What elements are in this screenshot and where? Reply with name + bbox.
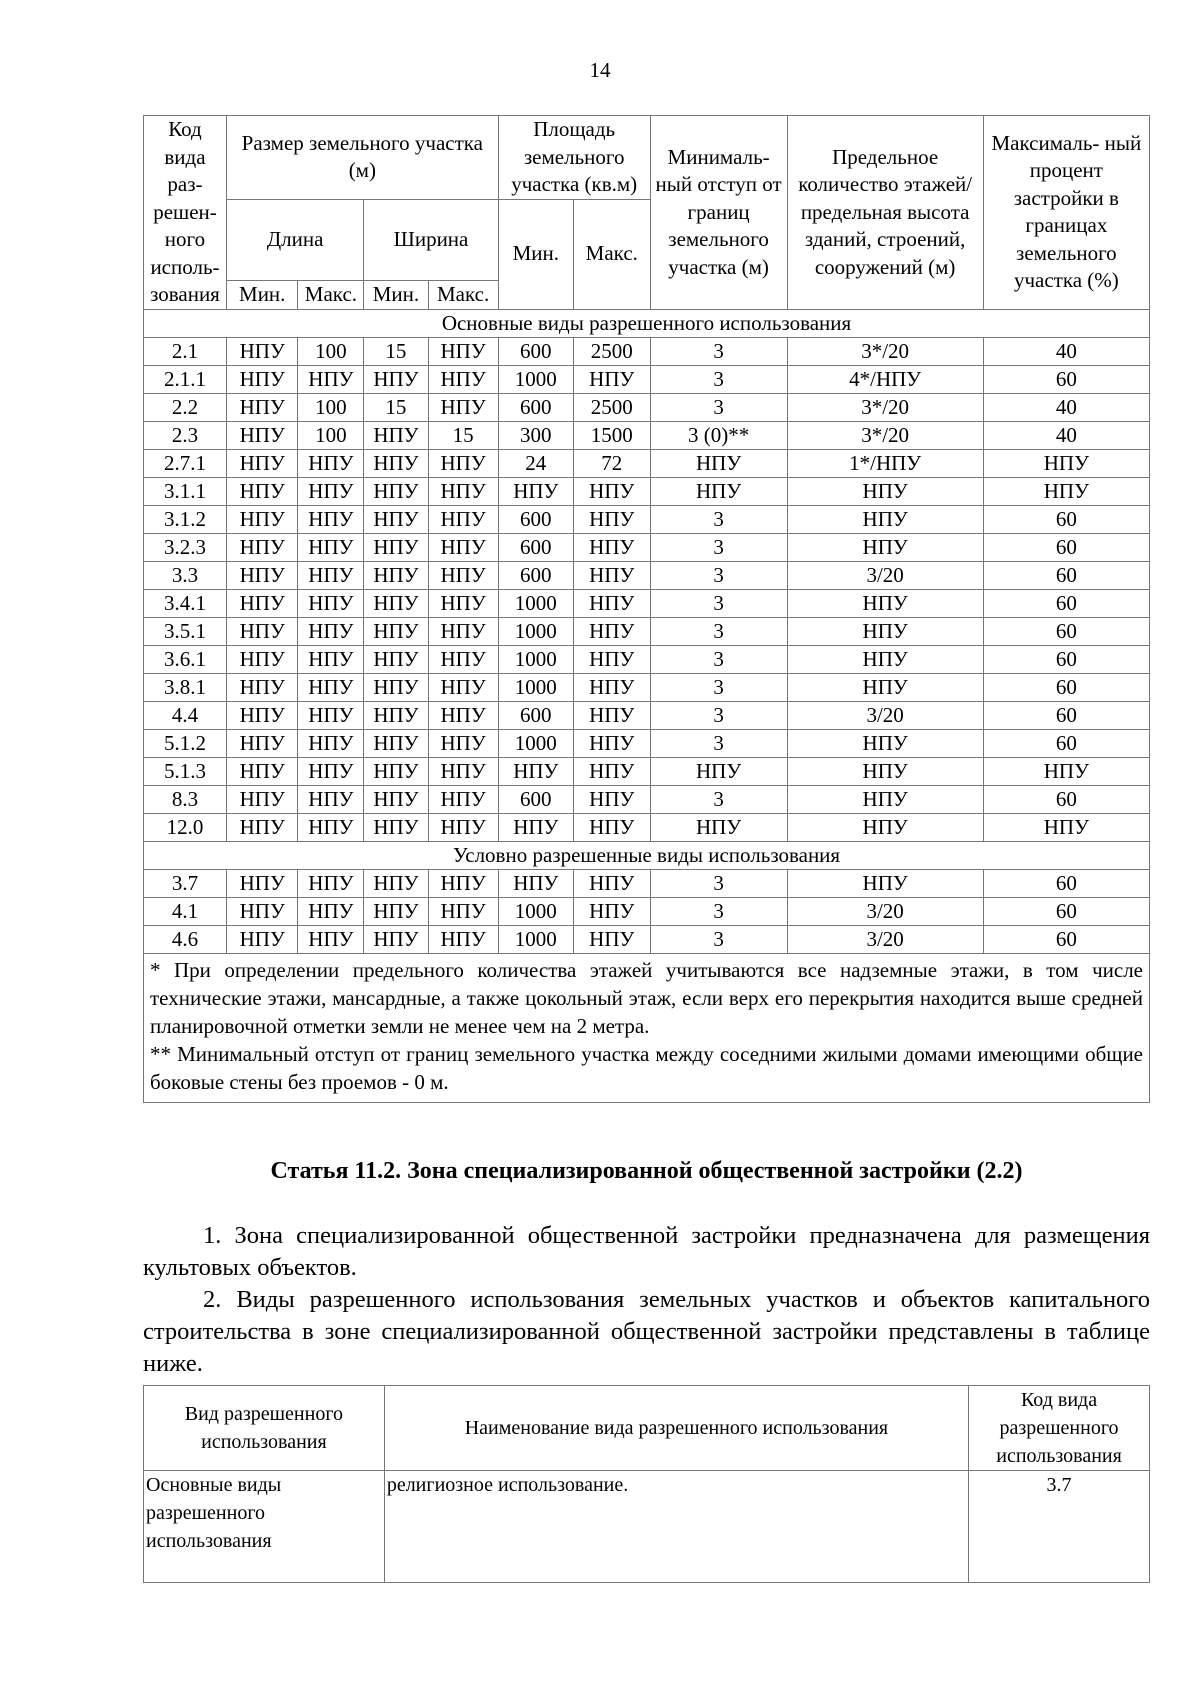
land-use-parameters-table [143, 115, 1150, 1103]
section-main-label: Основные виды разрешенного использования [144, 309, 1150, 337]
table-row [144, 561, 1150, 589]
table-cell: 300 [498, 421, 573, 449]
table-cell: НПУ [428, 505, 498, 533]
permitted-uses-row [144, 1471, 1150, 1583]
table-cell: 72 [573, 449, 650, 477]
table-cell: 3/20 [787, 925, 983, 953]
header-width: Ширина [364, 199, 498, 281]
table-row [144, 897, 1150, 925]
table-cell: 24 [498, 449, 573, 477]
table-cell: НПУ [298, 757, 364, 785]
table-cell: 1500 [573, 421, 650, 449]
table-row [144, 813, 1150, 841]
table-cell: НПУ [226, 393, 298, 421]
table-cell: НПУ [226, 785, 298, 813]
header-coverage: Максималь- ный процент застройки в границах земельного участка (%) [983, 116, 1149, 310]
table-cell: НПУ [428, 365, 498, 393]
table-cell: НПУ [787, 645, 983, 673]
table-cell: НПУ [573, 617, 650, 645]
table-cell: 3 [650, 897, 787, 925]
use-name-cell: религиозное использование. [384, 1471, 968, 1583]
notes-cell [144, 953, 1150, 1102]
notes-row [144, 953, 1150, 1102]
table-cell: 3 [650, 589, 787, 617]
table-cell: НПУ [364, 449, 428, 477]
use-code-cell: 3.2.3 [144, 533, 227, 561]
table-cell: НПУ [573, 589, 650, 617]
header-use-code: Код вида разрешенного использования [969, 1386, 1150, 1471]
use-code-cell: 3.8.1 [144, 673, 227, 701]
table-cell: НПУ [787, 673, 983, 701]
table-cell: НПУ [428, 925, 498, 953]
table-cell: НПУ [298, 813, 364, 841]
table-row [144, 337, 1150, 365]
permitted-uses-table [143, 1385, 1150, 1583]
table-cell: 3/20 [787, 897, 983, 925]
table-cell: НПУ [364, 673, 428, 701]
use-code-cell: 3.7 [969, 1471, 1150, 1583]
footnote-1: * При определении предельного количества этажей учитываются все надземные этажи, в том числе технические этажи, мансардные, а также цокольный этаж, если верх его перекрытия находится выше средней планировочной отметки земли не менее чем на 2 метра. [150, 957, 1143, 1038]
table-cell: НПУ [226, 449, 298, 477]
table-cell: НПУ [428, 645, 498, 673]
table-cell: НПУ [787, 589, 983, 617]
table-cell: НПУ [573, 365, 650, 393]
table-cell: НПУ [787, 505, 983, 533]
table-cell: НПУ [787, 477, 983, 505]
table-cell: НПУ [787, 813, 983, 841]
table-cell: НПУ [226, 925, 298, 953]
table-cell: 600 [498, 785, 573, 813]
table-cell: НПУ [650, 449, 787, 477]
table-cell: НПУ [983, 449, 1149, 477]
table-cell: НПУ [364, 925, 428, 953]
table-cell: НПУ [298, 701, 364, 729]
section-conditional-label: Условно разрешенные виды использования [144, 841, 1150, 869]
table-cell: НПУ [983, 813, 1149, 841]
table-cell: 60 [983, 645, 1149, 673]
table-cell: НПУ [650, 477, 787, 505]
table-cell: 1000 [498, 729, 573, 757]
header-length-max: Макс. [298, 281, 364, 310]
table-cell: 3*/20 [787, 337, 983, 365]
table-cell: 3/20 [787, 561, 983, 589]
table-cell: НПУ [364, 645, 428, 673]
table-cell: НПУ [226, 729, 298, 757]
table-cell: НПУ [226, 645, 298, 673]
table-cell: 60 [983, 785, 1149, 813]
table-row [144, 449, 1150, 477]
table-cell: НПУ [364, 757, 428, 785]
table-cell: 600 [498, 337, 573, 365]
paragraph-2-text: 2. Виды разрешенного использования земельных участков и объектов капитального строительства в зоне специализированной общественной застройки представлены в таблице ниже. [143, 1286, 1150, 1377]
use-code-cell: 4.1 [144, 897, 227, 925]
permitted-uses-header-row [144, 1386, 1150, 1471]
table-cell: НПУ [226, 869, 298, 897]
table-cell: 1000 [498, 645, 573, 673]
header-code: Код вида раз- решен- ного исполь- зования [144, 116, 227, 310]
table-cell: 2500 [573, 393, 650, 421]
table-cell: НПУ [226, 757, 298, 785]
table-cell: НПУ [573, 729, 650, 757]
table-cell: НПУ [226, 701, 298, 729]
table-cell: НПУ [573, 925, 650, 953]
table-cell: НПУ [364, 477, 428, 505]
header-floors: Предельное количество этажей/ предельная высота зданий, строений, сооружений (м) [787, 116, 983, 310]
use-code-cell: 2.7.1 [144, 449, 227, 477]
table-cell: 3 [650, 561, 787, 589]
table-cell: НПУ [650, 757, 787, 785]
table-cell: 3 [650, 673, 787, 701]
table-cell: НПУ [428, 589, 498, 617]
header-use-type: Вид разрешенного использования [144, 1386, 385, 1471]
table-cell: НПУ [298, 533, 364, 561]
table-cell: НПУ [498, 869, 573, 897]
table-cell: НПУ [428, 561, 498, 589]
table-cell: 60 [983, 533, 1149, 561]
table-cell: НПУ [498, 813, 573, 841]
table-cell: 60 [983, 365, 1149, 393]
paragraph-1-text: 1. Зона специализированной общественной застройки предназначена для размещения культовых объектов. [143, 1222, 1150, 1281]
table-row [144, 869, 1150, 897]
table-cell: 100 [298, 337, 364, 365]
table-cell: 3 [650, 729, 787, 757]
table-cell: НПУ [298, 645, 364, 673]
table-cell: 1000 [498, 617, 573, 645]
table-cell: НПУ [573, 505, 650, 533]
use-type-cell: Основные виды разрешенного использования [144, 1471, 385, 1583]
header-width-max: Макс. [428, 281, 498, 310]
table-cell: 3*/20 [787, 421, 983, 449]
table-cell: НПУ [428, 897, 498, 925]
table-row [144, 589, 1150, 617]
table-cell: НПУ [428, 869, 498, 897]
use-code-cell: 2.3 [144, 421, 227, 449]
table-cell: НПУ [787, 757, 983, 785]
header-length-min: Мин. [226, 281, 298, 310]
table-cell: НПУ [298, 869, 364, 897]
table-cell: НПУ [226, 505, 298, 533]
table-cell: НПУ [364, 785, 428, 813]
table-row [144, 477, 1150, 505]
table-cell: 600 [498, 561, 573, 589]
table-cell: НПУ [364, 589, 428, 617]
table-cell: НПУ [226, 561, 298, 589]
table-cell: 100 [298, 421, 364, 449]
table-cell: 600 [498, 533, 573, 561]
use-code-cell: 3.7 [144, 869, 227, 897]
table-cell: НПУ [298, 505, 364, 533]
table-row [144, 393, 1150, 421]
table-cell: 60 [983, 673, 1149, 701]
use-code-cell: 4.6 [144, 925, 227, 953]
table-cell: 1000 [498, 365, 573, 393]
table-cell: НПУ [364, 729, 428, 757]
table-cell: НПУ [226, 617, 298, 645]
table-cell: НПУ [364, 869, 428, 897]
table-cell: НПУ [787, 729, 983, 757]
table-cell: НПУ [428, 701, 498, 729]
header-setback: Минималь- ный отступ от границ земельного участка (м) [650, 116, 787, 310]
table-cell: 3 [650, 365, 787, 393]
table-cell: НПУ [573, 757, 650, 785]
table-cell: НПУ [983, 757, 1149, 785]
table-cell: 60 [983, 589, 1149, 617]
table-cell: НПУ [298, 925, 364, 953]
table-cell: НПУ [983, 477, 1149, 505]
table-cell: 15 [364, 337, 428, 365]
table-cell: НПУ [226, 365, 298, 393]
table-cell: 15 [364, 393, 428, 421]
table-cell: 1000 [498, 673, 573, 701]
table-cell: НПУ [428, 617, 498, 645]
table-cell: 60 [983, 925, 1149, 953]
header-area-min: Мин. [498, 199, 573, 309]
table-cell: 3/20 [787, 701, 983, 729]
table-row [144, 421, 1150, 449]
table-row [144, 701, 1150, 729]
header-area-max: Макс. [573, 199, 650, 309]
table-cell: НПУ [226, 533, 298, 561]
table-cell: 60 [983, 505, 1149, 533]
table-cell: НПУ [428, 477, 498, 505]
table-cell: НПУ [573, 673, 650, 701]
table-cell: НПУ [573, 897, 650, 925]
table-cell: НПУ [787, 617, 983, 645]
table-cell: 600 [498, 505, 573, 533]
table-cell: 1000 [498, 589, 573, 617]
table-cell: 100 [298, 393, 364, 421]
table-cell: НПУ [787, 785, 983, 813]
table-cell: НПУ [364, 701, 428, 729]
table-cell: НПУ [573, 645, 650, 673]
table-cell: НПУ [298, 365, 364, 393]
table-cell: 40 [983, 393, 1149, 421]
table-cell: НПУ [364, 365, 428, 393]
table-row [144, 673, 1150, 701]
conditional-table-body [144, 841, 1150, 953]
footnote-2: ** Минимальный отступ от границ земельного участка между соседними жилыми домами имеющими общие боковые стены без проемов - 0 м. [150, 1041, 1143, 1094]
table-cell: 60 [983, 561, 1149, 589]
main-table-body [144, 309, 1150, 841]
table-cell: 1000 [498, 897, 573, 925]
table-cell: НПУ [573, 533, 650, 561]
table-cell: 3 [650, 617, 787, 645]
table-cell: НПУ [226, 813, 298, 841]
use-code-cell: 5.1.2 [144, 729, 227, 757]
table-cell: НПУ [650, 813, 787, 841]
table-cell: 15 [428, 421, 498, 449]
use-code-cell: 12.0 [144, 813, 227, 841]
table-cell: НПУ [428, 757, 498, 785]
use-code-cell: 3.4.1 [144, 589, 227, 617]
table-cell: НПУ [364, 533, 428, 561]
article-heading: Статья 11.2. Зона специализированной общественной застройки (2.2) [270, 1158, 1023, 1184]
table-cell: 3 [650, 533, 787, 561]
table-cell: 1*/НПУ [787, 449, 983, 477]
table-cell: НПУ [787, 869, 983, 897]
use-code-cell: 2.2 [144, 393, 227, 421]
table-cell: 3 [650, 701, 787, 729]
table-cell: 2500 [573, 337, 650, 365]
table-cell: 60 [983, 897, 1149, 925]
table-cell: НПУ [428, 729, 498, 757]
table-cell: НПУ [573, 785, 650, 813]
table-cell: 3 [650, 337, 787, 365]
table-cell: НПУ [573, 477, 650, 505]
table-cell: НПУ [298, 729, 364, 757]
table-cell: НПУ [298, 561, 364, 589]
use-code-cell: 3.1.2 [144, 505, 227, 533]
table-cell: НПУ [298, 589, 364, 617]
header-plot-size: Размер земельного участка (м) [226, 116, 498, 200]
table-row [144, 505, 1150, 533]
table-cell: НПУ [226, 673, 298, 701]
table-cell: НПУ [298, 673, 364, 701]
table-cell: 3 [650, 785, 787, 813]
table-row [144, 645, 1150, 673]
table-cell: 60 [983, 869, 1149, 897]
table-cell: НПУ [298, 449, 364, 477]
table-cell: НПУ [428, 337, 498, 365]
table-cell: НПУ [428, 813, 498, 841]
header-use-name: Наименование вида разрешенного использования [384, 1386, 968, 1471]
table-cell: НПУ [787, 533, 983, 561]
table-cell: НПУ [498, 757, 573, 785]
use-code-cell: 3.1.1 [144, 477, 227, 505]
table-cell: 3 (0)** [650, 421, 787, 449]
use-code-cell: 2.1 [144, 337, 227, 365]
use-code-cell: 2.1.1 [144, 365, 227, 393]
table-cell: НПУ [364, 421, 428, 449]
table-cell: 3*/20 [787, 393, 983, 421]
table-row [144, 617, 1150, 645]
table-cell: 60 [983, 617, 1149, 645]
table-cell: 3 [650, 869, 787, 897]
use-code-cell: 3.3 [144, 561, 227, 589]
table-cell: НПУ [298, 617, 364, 645]
table-cell: НПУ [226, 589, 298, 617]
table-cell: НПУ [298, 897, 364, 925]
table-cell: 1000 [498, 925, 573, 953]
table-row [144, 365, 1150, 393]
table-cell: 3 [650, 645, 787, 673]
table-cell: НПУ [428, 533, 498, 561]
table-row [144, 757, 1150, 785]
table-row [144, 785, 1150, 813]
use-code-cell: 3.6.1 [144, 645, 227, 673]
table-cell: 4*/НПУ [787, 365, 983, 393]
table-cell: НПУ [226, 897, 298, 925]
table-cell: 40 [983, 337, 1149, 365]
table-row [144, 729, 1150, 757]
header-length: Длина [226, 199, 363, 281]
use-code-cell: 4.4 [144, 701, 227, 729]
table-cell: НПУ [364, 617, 428, 645]
table-cell: 600 [498, 701, 573, 729]
table-cell: НПУ [298, 785, 364, 813]
table-cell: 60 [983, 701, 1149, 729]
use-code-cell: 5.1.3 [144, 757, 227, 785]
table-cell: НПУ [364, 505, 428, 533]
table-cell: 3 [650, 925, 787, 953]
table-cell: 40 [983, 421, 1149, 449]
table-cell: НПУ [573, 813, 650, 841]
table-cell: НПУ [364, 813, 428, 841]
table-cell: НПУ [226, 421, 298, 449]
use-code-cell: 3.5.1 [144, 617, 227, 645]
section-row-main [144, 309, 1150, 337]
table-cell: НПУ [498, 477, 573, 505]
table-cell: НПУ [573, 701, 650, 729]
table-cell: 3 [650, 393, 787, 421]
table-cell: НПУ [573, 561, 650, 589]
table-row [144, 925, 1150, 953]
table-cell: НПУ [428, 673, 498, 701]
table-cell: 600 [498, 393, 573, 421]
table-cell: НПУ [298, 477, 364, 505]
table-row [144, 533, 1150, 561]
use-code-cell: 8.3 [144, 785, 227, 813]
page-number: 14 [589, 58, 611, 82]
table-cell: 60 [983, 729, 1149, 757]
table-cell: НПУ [226, 477, 298, 505]
header-area: Площадь земельного участка (кв.м) [498, 116, 650, 200]
paragraph-1 [143, 1220, 1150, 1284]
section-row-conditional [144, 841, 1150, 869]
table-cell: НПУ [573, 869, 650, 897]
table-cell: НПУ [226, 337, 298, 365]
table-cell: НПУ [428, 449, 498, 477]
table-cell: 3 [650, 505, 787, 533]
table-cell: НПУ [364, 561, 428, 589]
paragraph-2 [143, 1284, 1150, 1380]
table-cell: НПУ [428, 785, 498, 813]
table-cell: НПУ [364, 897, 428, 925]
table-cell: НПУ [428, 393, 498, 421]
header-width-min: Мин. [364, 281, 428, 310]
